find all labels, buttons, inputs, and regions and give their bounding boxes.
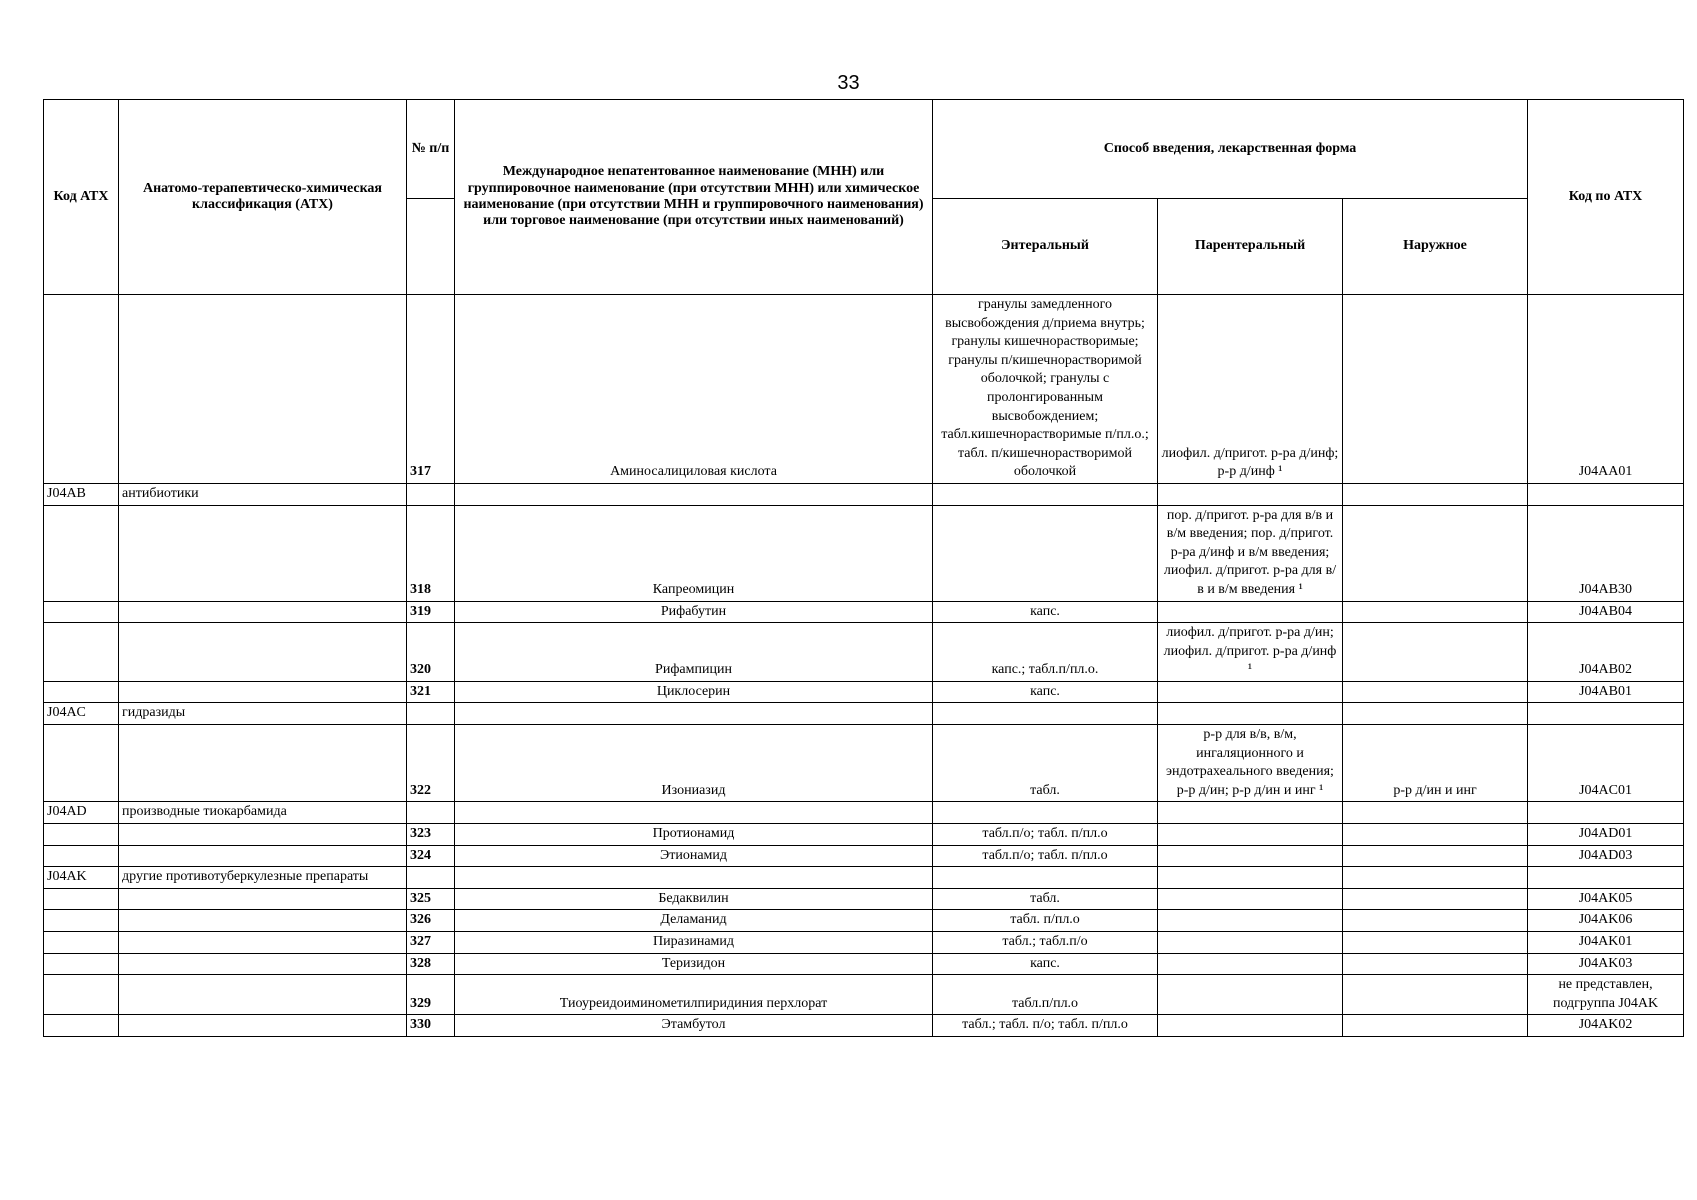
drug-name: Аминосалициловая кислота (455, 295, 933, 484)
header-inn: Международное непатентованное наименование (МНН) или группировочное наименование (при отсутствии МНН) или химическое наименование (при отсутствии МНН и группировочного наименования) или торговое наименование (при отсутствии иных наименований) (455, 100, 933, 295)
external-form (1343, 910, 1528, 932)
enteral-form: табл.п/о; табл. п/пл.о (933, 824, 1158, 846)
table-row (44, 932, 1684, 954)
atx-code: J04AB02 (1528, 623, 1684, 682)
classification-cell (119, 932, 407, 954)
classification-cell (119, 824, 407, 846)
enteral-form: табл.; табл.п/о (933, 932, 1158, 954)
enteral-form: табл. (933, 888, 1158, 910)
drug-table (43, 99, 1684, 1037)
code-cell (44, 295, 119, 484)
code-cell (44, 725, 119, 802)
table-row (44, 601, 1684, 623)
classification-cell (119, 295, 407, 484)
drug-name: Капреомицин (455, 505, 933, 601)
table-row (44, 953, 1684, 975)
drug-name: Рифабутин (455, 601, 933, 623)
group-label: антибиотики (119, 483, 407, 505)
external-form (1343, 623, 1528, 682)
header-code: Код АТХ (44, 100, 119, 295)
group-row (44, 483, 1684, 505)
header-external: Наружное (1343, 199, 1528, 295)
drug-name: Этионамид (455, 845, 933, 867)
external-form (1343, 888, 1528, 910)
code-cell (44, 953, 119, 975)
classification-cell (119, 601, 407, 623)
classification-cell (119, 725, 407, 802)
drug-name: Пиразинамид (455, 932, 933, 954)
parenteral-form (1158, 1015, 1343, 1037)
drug-name: Рифампицин (455, 623, 933, 682)
enteral-form: табл. п/пл.о (933, 910, 1158, 932)
row-number: 320 (407, 623, 455, 682)
drug-name: Этамбутол (455, 1015, 933, 1037)
row-number: 330 (407, 1015, 455, 1037)
enteral-form: табл.п/пл.о (933, 975, 1158, 1015)
group-code: J04AK (44, 867, 119, 889)
group-label: другие противотуберкулезные препараты (119, 867, 407, 889)
group-code: J04AB (44, 483, 119, 505)
table-body (44, 295, 1684, 1037)
external-form (1343, 953, 1528, 975)
external-form (1343, 601, 1528, 623)
atx-code: J04AD03 (1528, 845, 1684, 867)
group-row (44, 802, 1684, 824)
parenteral-form (1158, 888, 1343, 910)
group-label: гидразиды (119, 703, 407, 725)
enteral-form: капс. (933, 953, 1158, 975)
atx-code: не представлен, подгруппа J04AK (1528, 975, 1684, 1015)
external-form (1343, 932, 1528, 954)
code-cell (44, 505, 119, 601)
atx-code: J04AC01 (1528, 725, 1684, 802)
external-form (1343, 505, 1528, 601)
external-form (1343, 845, 1528, 867)
table-row (44, 295, 1684, 484)
parenteral-form (1158, 824, 1343, 846)
table-row (44, 1015, 1684, 1037)
row-number: 321 (407, 681, 455, 703)
parenteral-form (1158, 845, 1343, 867)
header-parenteral: Парентеральный (1158, 199, 1343, 295)
parenteral-form: р-р для в/в, в/м, ингаляционного и эндотрахеального введения; р-р д/ин; р-р д/ин и инг ¹ (1158, 725, 1343, 802)
row-number: 326 (407, 910, 455, 932)
group-label: производные тиокарбамида (119, 802, 407, 824)
header-enteral: Энтеральный (933, 199, 1158, 295)
parenteral-form (1158, 910, 1343, 932)
page-number: 33 (837, 72, 860, 94)
header-classification: Анатомо-терапевтическо-химическая классификация (АТХ) (119, 100, 407, 295)
parenteral-form: лиофил. д/пригот. р-ра д/ин; лиофил. д/пригот. р-ра д/инф ¹ (1158, 623, 1343, 682)
group-code: J04AC (44, 703, 119, 725)
classification-cell (119, 505, 407, 601)
code-cell (44, 888, 119, 910)
enteral-form: табл.п/о; табл. п/пл.о (933, 845, 1158, 867)
drug-name: Тиоуреидоиминометилпиридиния перхлорат (455, 975, 933, 1015)
atx-code: J04AB01 (1528, 681, 1684, 703)
row-number: 318 (407, 505, 455, 601)
code-cell (44, 845, 119, 867)
row-number: 327 (407, 932, 455, 954)
classification-cell (119, 953, 407, 975)
parenteral-form (1158, 601, 1343, 623)
header-number: № п/п (407, 100, 455, 199)
code-cell (44, 623, 119, 682)
enteral-form: капс. (933, 601, 1158, 623)
classification-cell (119, 888, 407, 910)
atx-code: J04AK01 (1528, 932, 1684, 954)
code-cell (44, 975, 119, 1015)
row-number: 324 (407, 845, 455, 867)
enteral-form: капс.; табл.п/пл.о. (933, 623, 1158, 682)
external-form (1343, 824, 1528, 846)
group-row (44, 703, 1684, 725)
atx-code: J04AK02 (1528, 1015, 1684, 1037)
atx-code: J04AB30 (1528, 505, 1684, 601)
classification-cell (119, 623, 407, 682)
drug-name: Циклосерин (455, 681, 933, 703)
parenteral-form: пор. д/пригот. р-ра для в/в и в/м введения; пор. д/пригот. р-ра д/инф и в/м введения; лиофил. д/пригот. р-ра для в/в и в/м введения ¹ (1158, 505, 1343, 601)
parenteral-form (1158, 932, 1343, 954)
row-number: 319 (407, 601, 455, 623)
enteral-form: табл.; табл. п/о; табл. п/пл.о (933, 1015, 1158, 1037)
drug-name: Теризидон (455, 953, 933, 975)
parenteral-form: лиофил. д/пригот. р-ра д/инф; р-р д/инф ¹ (1158, 295, 1343, 484)
classification-cell (119, 975, 407, 1015)
table-row (44, 975, 1684, 1015)
row-number: 329 (407, 975, 455, 1015)
code-cell (44, 601, 119, 623)
table-row (44, 623, 1684, 682)
drug-name: Протионамид (455, 824, 933, 846)
atx-code: J04AA01 (1528, 295, 1684, 484)
parenteral-form (1158, 953, 1343, 975)
code-cell (44, 1015, 119, 1037)
classification-cell (119, 1015, 407, 1037)
row-number: 322 (407, 725, 455, 802)
atx-code: J04AB04 (1528, 601, 1684, 623)
table-row (44, 505, 1684, 601)
external-form: р-р д/ин и инг (1343, 725, 1528, 802)
external-form (1343, 681, 1528, 703)
classification-cell (119, 681, 407, 703)
row-number: 323 (407, 824, 455, 846)
drug-name: Изониазид (455, 725, 933, 802)
table-row (44, 910, 1684, 932)
external-form (1343, 1015, 1528, 1037)
enteral-form (933, 505, 1158, 601)
row-number: 317 (407, 295, 455, 484)
atx-code: J04AK05 (1528, 888, 1684, 910)
table-row (44, 888, 1684, 910)
atx-code: J04AK03 (1528, 953, 1684, 975)
table-row (44, 681, 1684, 703)
header-atx-code: Код по АТХ (1528, 100, 1684, 295)
code-cell (44, 681, 119, 703)
classification-cell (119, 910, 407, 932)
external-form (1343, 975, 1528, 1015)
header-route-group: Способ введения, лекарственная форма (933, 100, 1528, 199)
group-code: J04AD (44, 802, 119, 824)
drug-name: Бедаквилин (455, 888, 933, 910)
code-cell (44, 910, 119, 932)
table-row (44, 845, 1684, 867)
atx-code: J04AD01 (1528, 824, 1684, 846)
code-cell (44, 824, 119, 846)
parenteral-form (1158, 681, 1343, 703)
enteral-form: капс. (933, 681, 1158, 703)
group-row (44, 867, 1684, 889)
external-form (1343, 295, 1528, 484)
code-cell (44, 932, 119, 954)
drug-name: Деламанид (455, 910, 933, 932)
enteral-form: гранулы замедленного высвобождения д/приема внутрь; гранулы кишечнорастворимые; гранулы п/кишечнорастворимой оболочкой; гранулы с пролонгированным высвобождением; табл.кишечнорастворимые п/пл.о.; табл. п/кишечнорастворимой оболочкой (933, 295, 1158, 484)
table-row (44, 725, 1684, 802)
row-number: 325 (407, 888, 455, 910)
classification-cell (119, 845, 407, 867)
table-row (44, 824, 1684, 846)
row-number: 328 (407, 953, 455, 975)
atx-code: J04AK06 (1528, 910, 1684, 932)
parenteral-form (1158, 975, 1343, 1015)
enteral-form: табл. (933, 725, 1158, 802)
header-number-blank (407, 199, 455, 295)
